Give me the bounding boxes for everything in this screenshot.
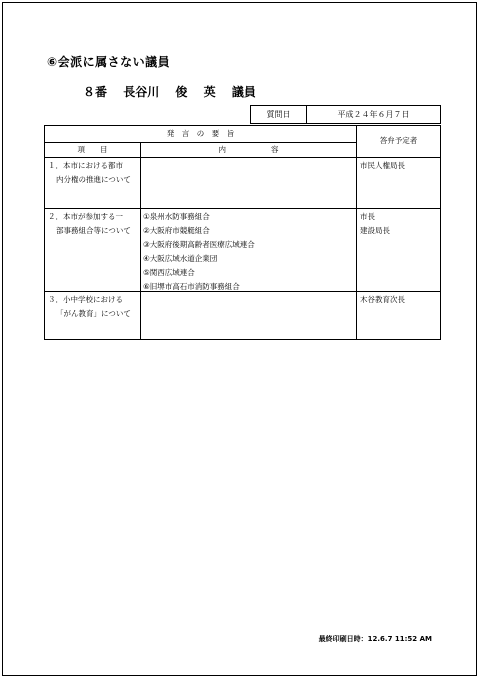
row-2-content-line-3: ③大阪府後期高齢者医療広域連合 [143, 240, 255, 249]
speaker-given-name-2: 英 [203, 85, 216, 99]
table-row-2-item [48, 210, 140, 238]
table-row-3-item [48, 293, 140, 321]
speaker-number: ８番 [83, 85, 108, 99]
row-2-item-line-2: 部事務組合等について [56, 226, 131, 235]
divider-header-bottom [45, 157, 440, 158]
row-2-content-line-4: ④大阪広域水道企業団 [143, 254, 218, 263]
row-1-item-line-1: １．本市における都市 [48, 161, 123, 170]
header-main: 発 言 の 要 旨 [166, 129, 235, 138]
row-2-item-line-1: ２．本市が参加する一 [48, 212, 123, 221]
row-2-content-line-2: ②大阪府市競艇組合 [143, 226, 210, 235]
divider-row-1 [45, 208, 440, 209]
table-row-1-item [48, 159, 140, 187]
row-2-respondent-1: 市長 [360, 212, 375, 221]
header-respondent: 答弁予定者 [379, 136, 418, 145]
last-printed-timestamp: 最終印刷日時：12.6.7 11:52 AM [318, 635, 432, 643]
table-row-3-respondents [360, 293, 440, 307]
question-date-label: 質問日 [251, 106, 307, 123]
divider-item-content [140, 142, 141, 339]
question-table [44, 125, 441, 340]
table-row-2-content [143, 210, 355, 294]
table-row-2-respondents [360, 210, 440, 238]
row-1-item-line-2: 内分権の推進について [56, 175, 131, 184]
speaker-title: 議員 [231, 85, 256, 99]
section-heading: ⑥会派に属さない議員 [47, 55, 171, 69]
header-item: 項 目 [77, 145, 108, 154]
row-3-item-line-1: ３．小中学校における [48, 295, 123, 304]
row-3-item-line-2: 「がん教育」について [56, 309, 131, 318]
row-2-content-line-1: ①泉州水防事務組合 [143, 212, 210, 221]
question-date-value: 平成２４年６月７日 [337, 110, 410, 119]
document-page [2, 2, 477, 676]
question-date-table [250, 105, 441, 124]
speaker-family-name: 長谷川 [123, 85, 160, 99]
speaker-line [83, 83, 268, 100]
row-3-respondent-1: 木谷教育次長 [360, 295, 405, 304]
row-2-content-line-5: ⑤関西広域連合 [143, 268, 195, 277]
row-2-content-line-6: ⑥旧堺市高石市消防事務組合 [143, 282, 240, 291]
table-row-1-respondents [360, 159, 440, 173]
row-2-respondent-2: 建設局長 [360, 226, 390, 235]
header-content: 内 容 [218, 145, 279, 154]
row-1-respondent-1: 市民人権局長 [360, 161, 405, 170]
speaker-given-name-1: 俊 [175, 85, 188, 99]
